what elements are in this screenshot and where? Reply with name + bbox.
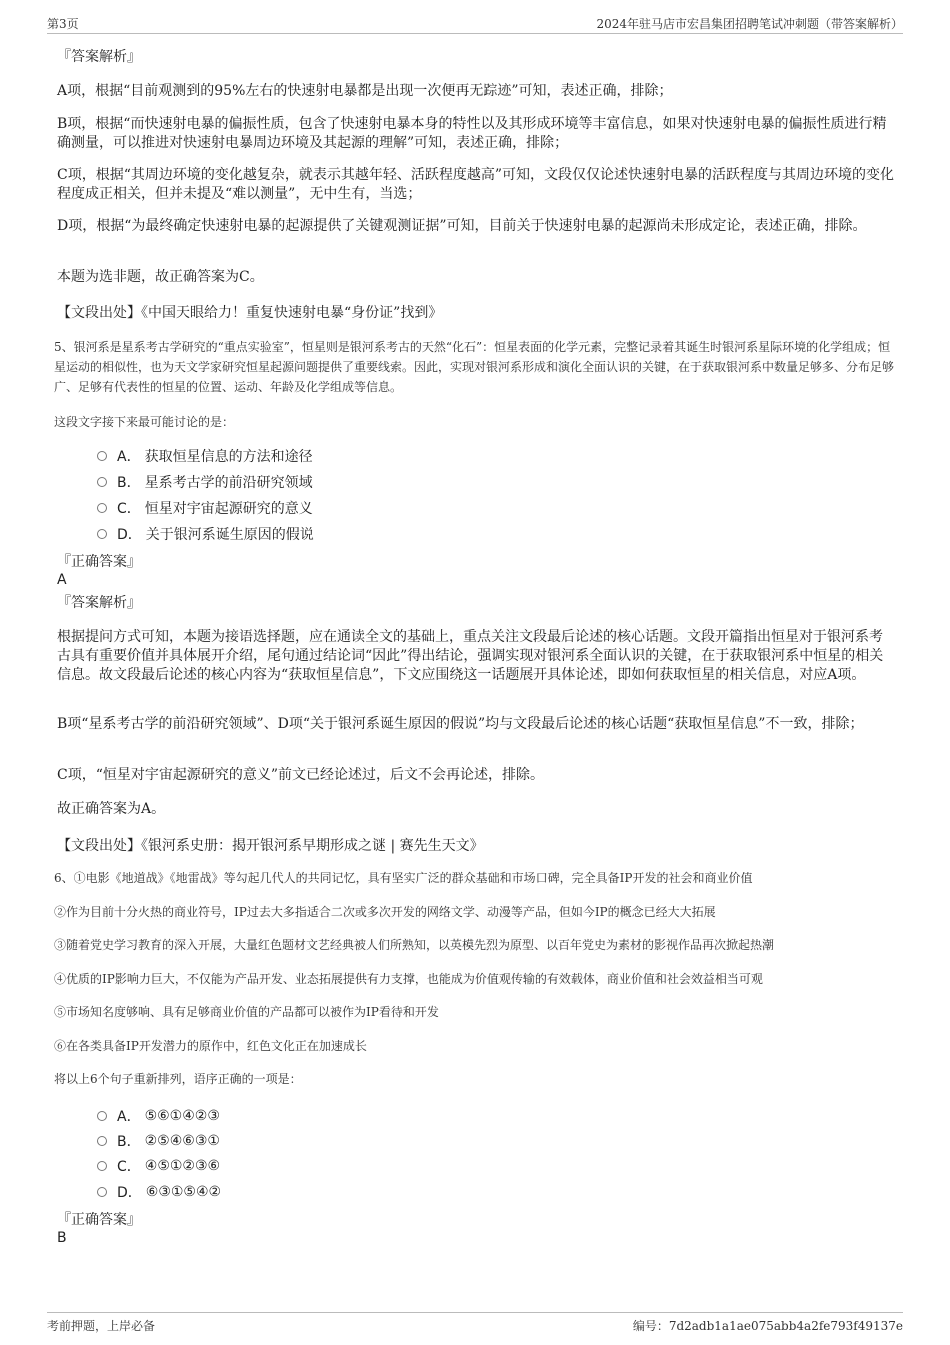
q4-analysis-label: 『答案解析』 [57, 49, 141, 65]
q6-option-d[interactable]: D． ⑥③①⑤④② [97, 1182, 221, 1202]
q6-option-b[interactable]: B． ②⑤④⑥③① [97, 1131, 220, 1151]
q6-sentence-6: ⑥在各类具备IP开发潜力的原作中，红色文化正在加速成长 [54, 1039, 367, 1053]
page-footer [0, 1305, 950, 1345]
q4-analysis-para-b: B项，根据“而快速射电暴的偏振性质，包含了快速射电暴本身的特性以及其形成环境等丰富信息，如果对快速射电暴的偏振性质进行精确测量，可以推进对快速射电暴周边环境及其起源的理解”可知，表述正确，排除； [57, 116, 887, 151]
q6-sentence-2: ②作为目前十分火热的商业符号，IP过去大多指适合二次或多次开发的网络文学、动漫等产品，但如今IP的概念已经大大拓展 [54, 905, 716, 919]
q5-conclusion: 故正确答案为A。 [57, 801, 166, 817]
q5-stem: 5、银河系是星系考古学研究的“重点实验室”，恒星则是银河系考古的天然“化石”：恒星表面的化学元素，完整记录着其诞生时银河系星际环境的化学组成；恒星运动的相似性，也为天文学家研究恒星起源问题提供了重要线索。因此，实现对银河系形成和演化全面认识的关键，在于获取银河系中数量足够多、分布足够广、足够有代表性的恒星的位置、运动、年龄及化学组成等信息。 [54, 340, 895, 394]
q6-option-c[interactable]: C． ④⑤①②③⑥ [97, 1156, 220, 1176]
radio-icon[interactable] [97, 1136, 107, 1146]
q6-answer-label: 『正确答案』 [57, 1212, 141, 1228]
footer-divider [47, 1312, 903, 1313]
q6-sentence-1: 6、①电影《地道战》《地雷战》等勾起几代人的共同记忆，具有坚实广泛的群众基础和市场口碑，完全具备IP开发的社会和商业价值 [54, 871, 753, 885]
q5-option-c[interactable]: C． 恒星对宇宙起源研究的意义 [97, 498, 313, 518]
radio-icon[interactable] [97, 1187, 107, 1197]
q5-option-b[interactable]: B． 星系考古学的前沿研究领域 [97, 472, 313, 492]
document-id: 编号：7d2adb1a1ae075abb4a2fe793f49137e [632, 1319, 903, 1333]
radio-icon[interactable] [97, 477, 107, 487]
radio-icon[interactable] [97, 529, 107, 539]
q4-source: 【文段出处】《中国天眼给力！重复快速射电暴“身份证”找到》 [57, 305, 443, 321]
q6-question: 将以上6个句子重新排列，语序正确的一项是： [54, 1072, 302, 1086]
q5-analysis-label: 『答案解析』 [57, 595, 141, 611]
q6-sentence-5: ⑤市场知名度够响、具有足够商业价值的产品都可以被作为IP看待和开发 [54, 1005, 439, 1019]
page-number: 第3页 [47, 17, 79, 31]
document-title: 2024年驻马店市宏昌集团招聘笔试冲刺题（带答案解析） [596, 17, 903, 31]
q5-answer-label: 『正确答案』 [57, 554, 141, 570]
radio-icon[interactable] [97, 503, 107, 513]
q6-sentence-4: ④优质的IP影响力巨大，不仅能为产品开发、业态拓展提供有力支撑，也能成为价值观传输的有效载体，商业价值和社会效益相当可观 [54, 972, 763, 986]
header-divider [47, 33, 903, 34]
radio-icon[interactable] [97, 1111, 107, 1121]
q5-analysis-para-2: B项“星系考古学的前沿研究领域”、D项“关于银河系诞生原因的假说”均与文段最后论述的核心话题“获取恒星信息”不一致，排除； [57, 716, 864, 732]
q4-conclusion: 本题为选非题，故正确答案为C。 [57, 269, 264, 285]
q5-answer: A [57, 572, 67, 588]
q4-analysis-para-d: D项，根据“为最终确定快速射电暴的起源提供了关键观测证据”可知，目前关于快速射电暴的起源尚未形成定论，表述正确，排除。 [57, 218, 867, 234]
q4-analysis-para-c: C项，根据“其周边环境的变化越复杂，就表示其越年轻、活跃程度越高”可知，文段仅仅论述快速射电暴的活跃程度与其周边环境的变化程度成正相关，但并未提及“难以测量”，无中生有，当选； [57, 167, 895, 202]
radio-icon[interactable] [97, 451, 107, 461]
q6-sentence-3: ③随着党史学习教育的深入开展，大量红色题材文艺经典被人们所熟知，以英模先烈为原型、以百年党史为素材的影视作品再次掀起热潮 [54, 938, 775, 952]
q5-option-a[interactable]: A． 获取恒星信息的方法和途径 [97, 446, 313, 466]
q5-question: 这段文字接下来最可能讨论的是： [54, 415, 235, 429]
q5-analysis-para-3: C项，“恒星对宇宙起源研究的意义”前文已经论述过，后文不会再论述，排除。 [57, 767, 545, 783]
page-header [0, 0, 950, 34]
q6-option-a[interactable]: A． ⑤⑥①④②③ [97, 1106, 220, 1126]
q4-analysis-para-a: A项，根据“目前观测到的95%左右的快速射电暴都是出现一次便再无踪迹”可知，表述正确，排除； [57, 83, 673, 99]
q5-option-d[interactable]: D． 关于银河系诞生原因的假说 [97, 524, 314, 544]
radio-icon[interactable] [97, 1161, 107, 1171]
footer-slogan: 考前押题，上岸必备 [47, 1319, 156, 1333]
q6-answer: B [57, 1230, 67, 1246]
q5-analysis-para-1: 根据提问方式可知，本题为接语选择题，应在通读全文的基础上，重点关注文段最后论述的核心话题。文段开篇指出恒星对于银河系考古具有重要价值并具体展开介绍，尾句通过结论词“因此”得出结论，强调实现对银河系全面认识的关键，在于获取银河系中恒星的相关信息。故文段最后论述的核心内容为“获取恒星信息”，下文应围绕这一话题展开具体论述，即如何获取恒星的相关信息，对应A项。 [57, 629, 884, 683]
q5-source: 【文段出处】《银河系史册：揭开银河系早期形成之谜 | 赛先生天文》 [57, 838, 484, 854]
